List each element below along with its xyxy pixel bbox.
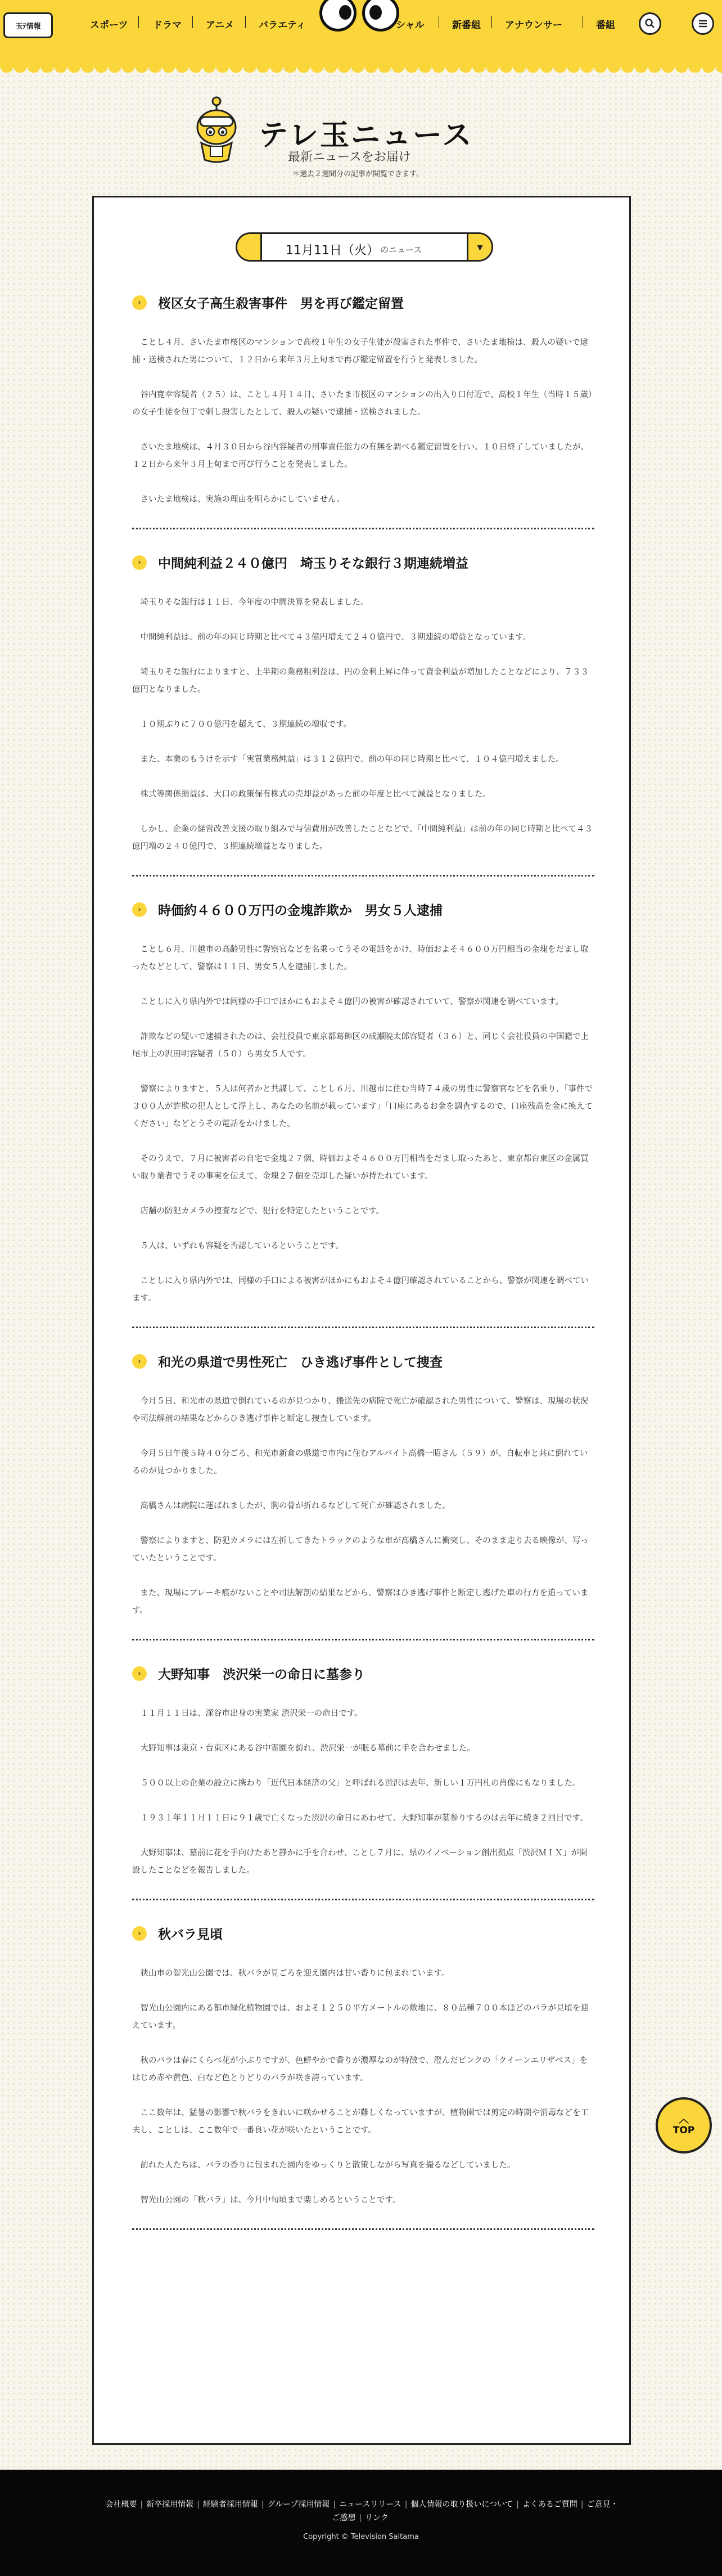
article-paragraph: １０期ぶりに７００億円を超えて、３期連続の増収です。 bbox=[140, 720, 352, 729]
article-title: 桜区女子高生殺害事件 男を再び鑑定留置 bbox=[158, 296, 404, 311]
article-paragraph: 秋のバラは春にくらべ花が小ぶりですが、色鮮やかで香りが濃厚なのが特徴で、澄んだピンクの「クイーンエリザベス」をはじめ赤や黄色、白など色とりどりのバラが咲き誇っています。 bbox=[132, 2056, 588, 2083]
article-paragraph: １９３１年１１月１１日に９１歳で亡くなった渋沢の命日にあわせて、大野知事が墓参りするのは去年に続き２回目です。 bbox=[140, 1814, 588, 1823]
chevron-up-icon: ︿ bbox=[679, 2114, 689, 2125]
site-footer bbox=[0, 2470, 722, 2576]
article-header bbox=[132, 1924, 594, 1943]
footer-link[interactable]: 会社概要 bbox=[105, 2500, 137, 2509]
article-paragraph: 埼玉りそな銀行によりますと、上半期の業務粗利益は、円の金利上昇に伴って資金利益が増加したことなどにより、７３３億円となりました。 bbox=[132, 668, 589, 694]
date-suffix: のニュース bbox=[380, 245, 422, 255]
back-to-top-button[interactable] bbox=[656, 2097, 712, 2154]
nav-divider bbox=[138, 16, 139, 28]
site-logo[interactable]: 玉ﾃ情報 bbox=[3, 12, 53, 38]
article-paragraph: 中間純利益は、前の年の同じ時期と比べて４３億円増えて２４０億円で、３期連続の増益となっています。 bbox=[140, 633, 531, 642]
article-paragraph: ことし６月、川越市の高齢男性に警察官などを名乗ってうその電話をかけ、時価およそ４６００万円相当の金塊をだまし取ったなどとして、警察は１１日、男女５人を逮捕しました。 bbox=[132, 945, 589, 972]
mascot-icon bbox=[193, 95, 240, 167]
article-paragraph: 店舗の防犯カメラの捜査などで、犯行を特定したということです。 bbox=[140, 1207, 385, 1216]
search-icon[interactable] bbox=[639, 12, 661, 35]
nav-item-sports[interactable]: スポーツ bbox=[90, 20, 128, 31]
footer-link[interactable]: 新卒採用情報 bbox=[146, 2500, 194, 2509]
footer-divider: | bbox=[140, 2500, 143, 2509]
chevron-right-icon: › bbox=[132, 1926, 147, 1941]
article-paragraph: 警察によりますと、防犯カメラには左折してきたトラックのような車が高橋さんに衝突し、そのまま走り去る映像が、写っていたということです。 bbox=[132, 1536, 589, 1563]
footer-link[interactable]: グループ採用情報 bbox=[267, 2500, 330, 2509]
nav-divider bbox=[245, 16, 246, 28]
footer-divider: | bbox=[197, 2500, 200, 2509]
eye-icon bbox=[319, 0, 357, 32]
page-title: テレ玉ニュース bbox=[259, 119, 473, 152]
news-article bbox=[132, 900, 594, 1328]
footer-divider: | bbox=[516, 2500, 519, 2509]
article-paragraph: ５人は、いずれも容疑を否認しているということです。 bbox=[140, 1242, 344, 1251]
footer-link[interactable]: ご意見・ご感想 bbox=[332, 2500, 619, 2523]
footer-link[interactable]: リンク bbox=[364, 2514, 389, 2523]
news-article bbox=[132, 1924, 594, 2230]
article-paragraph: 谷内寛幸容疑者（２５）は、ことし４月１４日、さいたま市桜区のマンションの出入り口付近で、高校１年生（当時１５歳）の女子生徒を包丁で刺し殺害したとして、殺人の疑いで逮捕・送検されました。 bbox=[132, 390, 593, 417]
article-paragraph: 今月５日午後５時４０分ごろ、和光市新倉の県道で市内に住むアルバイト高橋一昭さん（５９）が、自転車と共に倒れているのが見つかりました。 bbox=[132, 1449, 588, 1476]
article-paragraph: 大野知事は東京・台東区にある谷中霊園を訪れ、渋沢栄一が眠る墓前に手を合わせました。 bbox=[140, 1744, 475, 1753]
footer-divider: | bbox=[359, 2514, 362, 2523]
nav-item-announcers[interactable]: アナウンサー bbox=[505, 20, 562, 31]
chevron-down-icon[interactable]: ▾ bbox=[467, 234, 491, 260]
chevron-right-icon: › bbox=[132, 902, 147, 917]
article-paragraph: ことしに入り県内外では、同様の手口による被害がほかにもおよそ４億円確認されていることから、警察が関連を調べています。 bbox=[132, 1276, 589, 1303]
footer-divider: | bbox=[404, 2500, 408, 2509]
article-header bbox=[132, 293, 594, 312]
article-paragraph: １１月１１日は、深谷市出身の実業家 渋沢栄一の命日です。 bbox=[140, 1709, 363, 1718]
menu-icon[interactable] bbox=[692, 12, 714, 35]
article-title: 和光の県道で男性死亡 ひき逃げ事件として捜査 bbox=[158, 1355, 443, 1370]
eye-icon bbox=[362, 0, 399, 32]
back-to-top-label: TOP bbox=[673, 2125, 695, 2136]
article-paragraph: また、本業のもうけを示す「実質業務純益」は３１２億円で、前の年の同じ時期と比べて、１０４億円増えました。 bbox=[140, 755, 564, 764]
footer-link[interactable]: 個人情報の取り扱いについて bbox=[410, 2500, 513, 2509]
chevron-right-icon: › bbox=[132, 1666, 147, 1681]
selected-date: 11月11日（火） bbox=[286, 244, 379, 258]
nav-item-special[interactable]: シャル bbox=[396, 20, 425, 31]
article-paragraph: 訪れた人たちは、バラの香りに包まれた園内をゆっくりと散策しながら写真を撮るなどしていました。 bbox=[140, 2161, 516, 2170]
article-paragraph: 警察によりますと、５人は何者かと共謀して、ことし６月、川越市に住む当時７４歳の男性に警察官などを名乗り、「事件で３００人が詐欺の犯人として浮上し、あなたの名前が載っています」「口座にあるお金を調査するので、口座残高を金に換えてください」などとうその電話をかけました。 bbox=[132, 1085, 593, 1129]
nav-item-new-programs[interactable]: 新番組 bbox=[452, 20, 481, 31]
article-title: 中間純利益２４０億円 埼玉りそな銀行３期連続増益 bbox=[158, 556, 468, 571]
nav-item-programs[interactable]: 番組 bbox=[596, 20, 615, 31]
article-paragraph: ことし４月、さいたま市桜区のマンションで高校１年生の女子生徒が殺害された事件で、さいたま地検は、殺人の疑いで逮捕・送検された男について、１２日から来年３月上旬まで再び鑑定留置を行うと発表しました。 bbox=[132, 338, 589, 365]
article-paragraph: 埼玉りそな銀行は１１日、今年度の中間決算を発表しました。 bbox=[140, 598, 369, 607]
article-title: 時価約４６００万円の金塊詐欺か 男女５人逮捕 bbox=[158, 903, 443, 918]
nav-divider bbox=[192, 16, 193, 28]
article-paragraph: 狭山市の智光山公園では、秋バラが見ごろを迎え園内は甘い香りに包まれています。 bbox=[140, 1969, 450, 1978]
article-paragraph: そのうえで、７月に被害者の自宅で金塊２７個、時価およそ４６００万円相当をだまし取ったあと、東京都台東区の金属買い取り業者でうその事実を伝えて、金塊２７個を売却した疑いが持たれています。 bbox=[132, 1154, 589, 1181]
news-article bbox=[132, 1352, 594, 1640]
article-paragraph: 株式等関係損益は、大口の政策保有株式の売却益があった前の年度と比べて減益となりました。 bbox=[140, 790, 491, 799]
article-paragraph: 今月５日、和光市の県道で倒れているのが見つかり、搬送先の病院で死亡が確認された男性について、警察は、現場の状況や司法解剖の結果などからひき逃げ事件と断定し捜査しています。 bbox=[132, 1397, 589, 1423]
article-paragraph: 高橋さんは病院に運ばれましたが、胸の骨が折れるなどして死亡が確認されました。 bbox=[140, 1501, 450, 1510]
footer-divider: | bbox=[261, 2500, 264, 2509]
archive-note: ＊過去２週間分の記事が閲覧できます。 bbox=[292, 170, 423, 178]
article-paragraph: 智光山公園内にある都市緑化植物園では、およそ１２５０平方メートルの敷地に、８０品種７００本ほどのバラが見頃を迎えています。 bbox=[132, 2004, 589, 2030]
nav-item-anime[interactable]: アニメ bbox=[206, 20, 234, 31]
article-paragraph: 詐欺などの疑いで逮捕されたのは、会社役員で東京都葛飾区の成瀬暁太郎容疑者（３６）と、同じく会社役員の中国籍で上尾市上の沢田明容疑者（５０）ら男女５人です。 bbox=[132, 1032, 589, 1059]
article-header bbox=[132, 900, 594, 919]
nav-item-variety[interactable]: バラエティ bbox=[259, 20, 306, 31]
article-paragraph: さいたま地検は、４月３０日から谷内容疑者の刑事責任能力の有無を調べる鑑定留置を行い、１０日終了していましたが、１２日から来年３月上旬まで再び行うことを発表しました。 bbox=[132, 443, 589, 469]
article-paragraph: ここ数年は、猛暑の影響で秋バラをきれいに咲かせることが難しくなっていますが、植物園では剪定の時期や消毒などを工夫し、ことしは、ここ数年で一番良い花が咲いたということです。 bbox=[132, 2109, 589, 2135]
footer-link[interactable]: 経験者採用情報 bbox=[202, 2500, 258, 2509]
footer-divider: | bbox=[580, 2500, 584, 2509]
footer-links bbox=[101, 2498, 621, 2525]
nav-item-drama[interactable]: ドラマ bbox=[153, 20, 182, 31]
article-header bbox=[132, 1352, 594, 1370]
article-paragraph: しかし、企業の経営改善支援の取り組みで与信費用が改善したことなどで、「中間純利益」は前の年の同じ時期と比べて４３億円増の２４０億円で、３期連続増益となりました。 bbox=[132, 825, 593, 851]
footer-divider: | bbox=[333, 2500, 336, 2509]
article-list bbox=[132, 293, 594, 2254]
article-paragraph: 大野知事は、墓前に花を手向けたあと静かに手を合わせ、ことし７月に、県のイノベーション創出拠点「渋沢ＭＩＸ」が開設したことなどを報告しました。 bbox=[132, 1849, 588, 1875]
article-paragraph: ５００以上の企業の設立に携わり「近代日本経済の父」と呼ばれる渋沢は去年、新しい１万円札の肖像にもなりました。 bbox=[140, 1779, 581, 1788]
article-paragraph: 智光山公園の「秋バラ」は、今月中旬頃まで楽しめるということです。 bbox=[140, 2196, 401, 2205]
copyright: Copyright © Television Saitama bbox=[303, 2533, 419, 2541]
chevron-right-icon: › bbox=[132, 1354, 147, 1369]
article-header bbox=[132, 553, 594, 572]
article-title: 大野知事 渋沢栄一の命日に墓参り bbox=[158, 1667, 365, 1682]
news-panel bbox=[92, 196, 631, 2445]
article-paragraph: ことしに入り県内外では同様の手口でほかにもおよそ４億円の被害が確認されていて、警察が関連を調べています。 bbox=[140, 997, 564, 1006]
date-selector-cap bbox=[237, 234, 262, 260]
article-title: 秋バラ見頃 bbox=[158, 1927, 223, 1942]
article-header bbox=[132, 1664, 594, 1683]
footer-link[interactable]: ニュースリリース bbox=[339, 2500, 401, 2509]
chevron-right-icon: › bbox=[132, 555, 147, 570]
article-paragraph: さいたま地検は、実施の理由を明らかにしていません。 bbox=[140, 495, 345, 504]
page-subtitle: 最新ニュースをお届け bbox=[288, 150, 411, 164]
nav-divider bbox=[491, 16, 492, 28]
site-header bbox=[0, 0, 722, 68]
article-paragraph: また、現場にブレーキ痕がないことや司法解剖の結果などから、警察はひき逃げ事件と断定し逃げた車の行方を追っています。 bbox=[132, 1589, 589, 1615]
mascot-eyes bbox=[319, 0, 404, 33]
chevron-right-icon: › bbox=[132, 295, 147, 310]
news-article bbox=[132, 293, 594, 529]
date-selector[interactable] bbox=[236, 232, 493, 262]
news-article bbox=[132, 553, 594, 876]
footer-link[interactable]: よくあるご質問 bbox=[522, 2500, 577, 2509]
news-article bbox=[132, 1664, 594, 1900]
